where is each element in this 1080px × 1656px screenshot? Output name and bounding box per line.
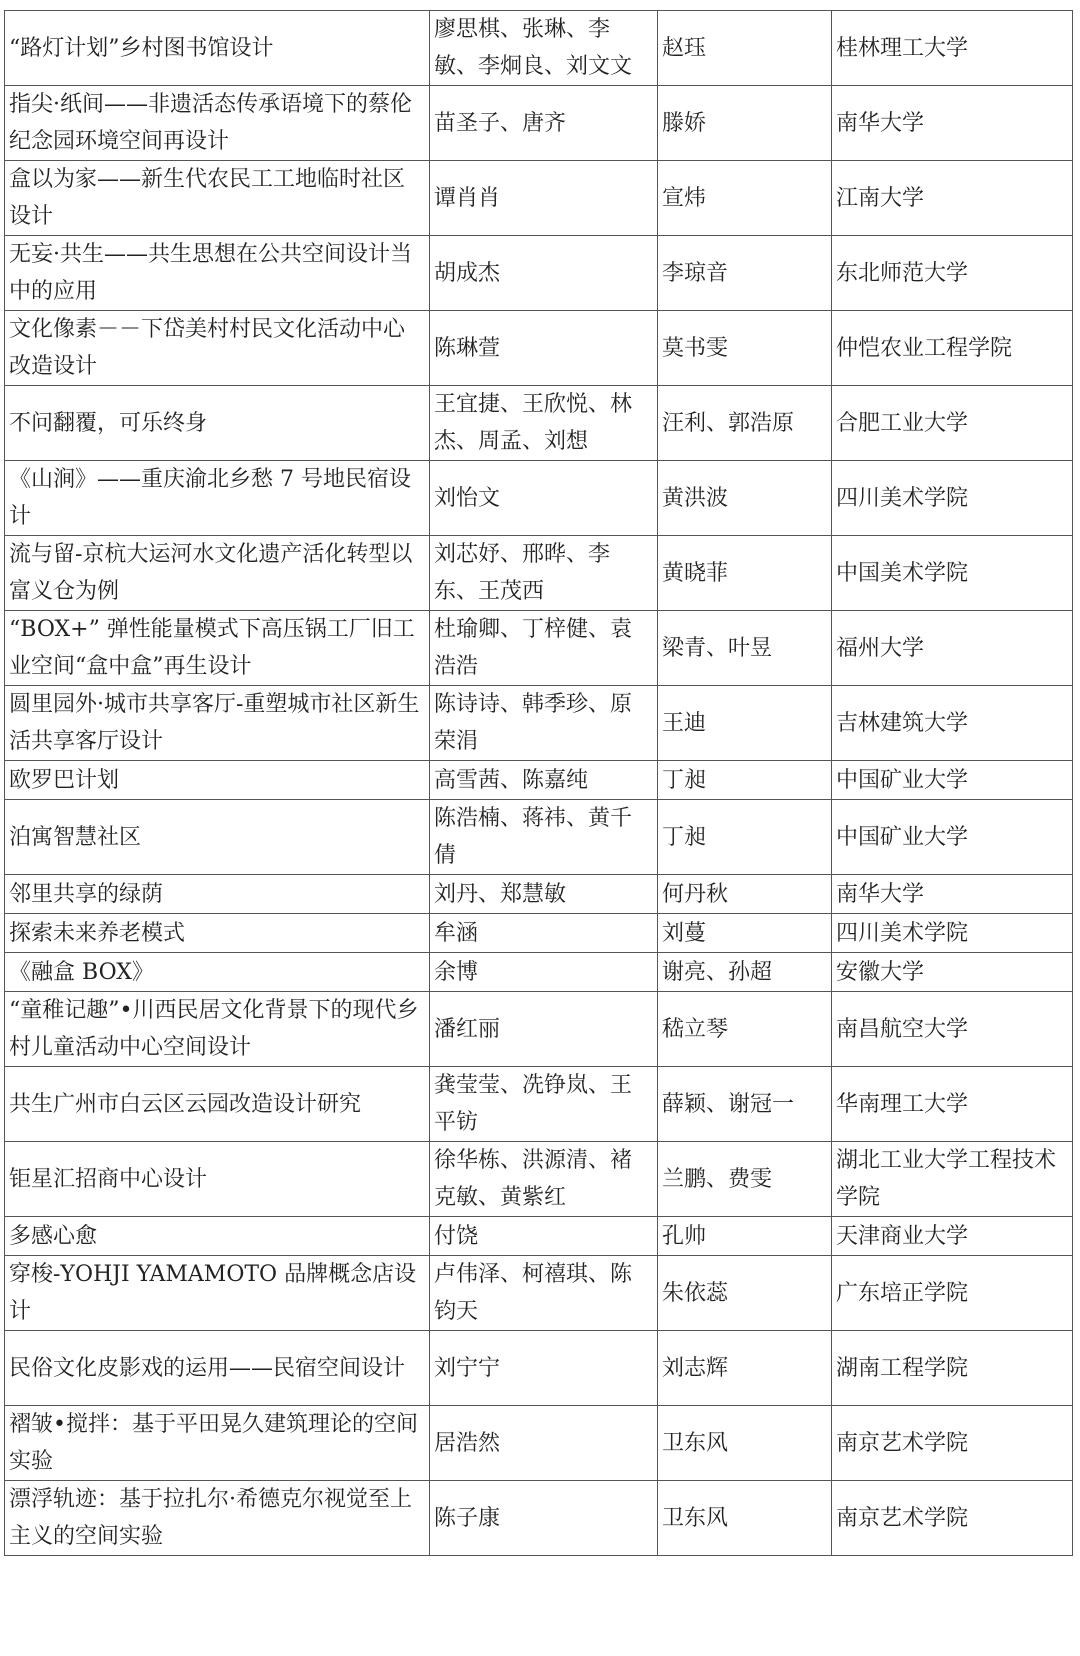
project-title-cell: “路灯计划”乡村图书馆设计 [5,11,430,86]
authors-cell: 廖思棋、张琳、李敏、李炯良、刘文文 [430,11,658,86]
advisor-cell: 黄晓菲 [658,536,832,611]
project-title-cell: 《山涧》——重庆渝北乡愁 7 号地民宿设计 [5,461,430,536]
advisor-cell: 汪利、郭浩原 [658,386,832,461]
table-row [5,86,1073,161]
project-title-cell: 无妄·共生——共生思想在公共空间设计当中的应用 [5,236,430,311]
table-row [5,914,1073,953]
school-cell: 南华大学 [832,86,1073,161]
project-title-cell: 指尖·纸间——非遗活态传承语境下的蔡伦纪念园环境空间再设计 [5,86,430,161]
advisor-cell: 孔帅 [658,1217,832,1256]
advisor-cell: 黄洪波 [658,461,832,536]
advisor-cell: 何丹秋 [658,875,832,914]
authors-cell: 居浩然 [430,1406,658,1481]
school-cell: 吉林建筑大学 [832,686,1073,761]
advisor-cell: 滕娇 [658,86,832,161]
advisor-cell: 赵珏 [658,11,832,86]
table-row [5,800,1073,875]
authors-cell: 杜瑜卿、丁梓健、袁浩浩 [430,611,658,686]
table-row [5,686,1073,761]
project-title-cell: 圆里园外·城市共享客厅-重塑城市社区新生活共享客厅设计 [5,686,430,761]
authors-cell: 苗圣子、唐齐 [430,86,658,161]
table-row [5,611,1073,686]
school-cell: 华南理工大学 [832,1067,1073,1142]
authors-cell: 卢伟泽、柯禧琪、陈钧天 [430,1256,658,1331]
authors-cell: 刘怡文 [430,461,658,536]
school-cell: 中国矿业大学 [832,761,1073,800]
school-cell: 天津商业大学 [832,1217,1073,1256]
school-cell: 南华大学 [832,875,1073,914]
authors-cell: 陈琳萱 [430,311,658,386]
advisor-cell: 刘志辉 [658,1331,832,1406]
table-row [5,1217,1073,1256]
table-row [5,1331,1073,1406]
school-cell: 江南大学 [832,161,1073,236]
school-cell: 合肥工业大学 [832,386,1073,461]
advisor-cell: 谢亮、孙超 [658,953,832,992]
advisor-cell: 薛颖、谢冠一 [658,1067,832,1142]
table-row [5,161,1073,236]
advisor-cell: 梁青、叶昱 [658,611,832,686]
advisor-cell: 李琼音 [658,236,832,311]
advisor-cell: 莫书雯 [658,311,832,386]
school-cell: 福州大学 [832,611,1073,686]
project-title-cell: 穿梭-YOHJI YAMAMOTO 品牌概念店设计 [5,1256,430,1331]
project-title-cell: 民俗文化皮影戏的运用——民宿空间设计 [5,1331,430,1406]
school-cell: 南京艺术学院 [832,1481,1073,1556]
authors-cell: 余博 [430,953,658,992]
school-cell: 广东培正学院 [832,1256,1073,1331]
authors-cell: 陈诗诗、韩季珍、原荣涓 [430,686,658,761]
table-row [5,536,1073,611]
project-title-cell: “BOX+” 弹性能量模式下高压锅工厂旧工业空间“盒中盒”再生设计 [5,611,430,686]
table-row [5,1481,1073,1556]
table-row [5,761,1073,800]
authors-cell: 胡成杰 [430,236,658,311]
authors-cell: 高雪茜、陈嘉纯 [430,761,658,800]
authors-cell: 陈子康 [430,1481,658,1556]
school-cell: 桂林理工大学 [832,11,1073,86]
award-list-table [4,10,1073,1556]
advisor-cell: 兰鹏、费雯 [658,1142,832,1217]
table-row [5,236,1073,311]
authors-cell: 刘宁宁 [430,1331,658,1406]
advisor-cell: 丁昶 [658,800,832,875]
project-title-cell: 盒以为家——新生代农民工工地临时社区设计 [5,161,430,236]
school-cell: 南京艺术学院 [832,1406,1073,1481]
project-title-cell: “童稚记趣”•川西民居文化背景下的现代乡村儿童活动中心空间设计 [5,992,430,1067]
advisor-cell: 卫东风 [658,1481,832,1556]
school-cell: 东北师范大学 [832,236,1073,311]
advisor-cell: 王迪 [658,686,832,761]
table-row [5,1142,1073,1217]
table-row [5,875,1073,914]
authors-cell: 刘芯妤、邢晔、李东、王茂西 [430,536,658,611]
school-cell: 中国矿业大学 [832,800,1073,875]
authors-cell: 潘红丽 [430,992,658,1067]
table-body [5,11,1073,1556]
authors-cell: 徐华栋、洪源清、褚克敏、黄紫红 [430,1142,658,1217]
advisor-cell: 卫东风 [658,1406,832,1481]
project-title-cell: 泊寓智慧社区 [5,800,430,875]
authors-cell: 付饶 [430,1217,658,1256]
table-row [5,1067,1073,1142]
table-row [5,386,1073,461]
project-title-cell: 多感心愈 [5,1217,430,1256]
school-cell: 四川美术学院 [832,914,1073,953]
school-cell: 湖北工业大学工程技术学院 [832,1142,1073,1217]
authors-cell: 刘丹、郑慧敏 [430,875,658,914]
school-cell: 仲恺农业工程学院 [832,311,1073,386]
project-title-cell: 邻里共享的绿荫 [5,875,430,914]
advisor-cell: 朱依蕊 [658,1256,832,1331]
advisor-cell: 丁昶 [658,761,832,800]
table-row [5,953,1073,992]
school-cell: 南昌航空大学 [832,992,1073,1067]
project-title-cell: 欧罗巴计划 [5,761,430,800]
project-title-cell: 探索未来养老模式 [5,914,430,953]
authors-cell: 龚莹莹、冼铮岚、王平钫 [430,1067,658,1142]
project-title-cell: 文化像素－－下岱美村村民文化活动中心改造设计 [5,311,430,386]
authors-cell: 谭肖肖 [430,161,658,236]
table-row [5,1256,1073,1331]
table-row [5,11,1073,86]
table-row [5,311,1073,386]
project-title-cell: 漂浮轨迹：基于拉扎尔·希德克尔视觉至上主义的空间实验 [5,1481,430,1556]
project-title-cell: 不问翻覆，可乐终身 [5,386,430,461]
advisor-cell: 嵇立琴 [658,992,832,1067]
authors-cell: 王宜捷、王欣悦、林杰、周孟、刘想 [430,386,658,461]
project-title-cell: 钜星汇招商中心设计 [5,1142,430,1217]
table-row [5,1406,1073,1481]
project-title-cell: 《融盒 BOX》 [5,953,430,992]
advisor-cell: 宣炜 [658,161,832,236]
school-cell: 四川美术学院 [832,461,1073,536]
project-title-cell: 流与留-京杭大运河水文化遗产活化转型以富义仓为例 [5,536,430,611]
project-title-cell: 共生广州市白云区云园改造设计研究 [5,1067,430,1142]
school-cell: 湖南工程学院 [832,1331,1073,1406]
school-cell: 中国美术学院 [832,536,1073,611]
table-row [5,992,1073,1067]
table-row [5,461,1073,536]
school-cell: 安徽大学 [832,953,1073,992]
project-title-cell: 褶皱•搅拌：基于平田晃久建筑理论的空间实验 [5,1406,430,1481]
authors-cell: 陈浩楠、蒋祎、黄千倩 [430,800,658,875]
advisor-cell: 刘蔓 [658,914,832,953]
authors-cell: 牟涵 [430,914,658,953]
